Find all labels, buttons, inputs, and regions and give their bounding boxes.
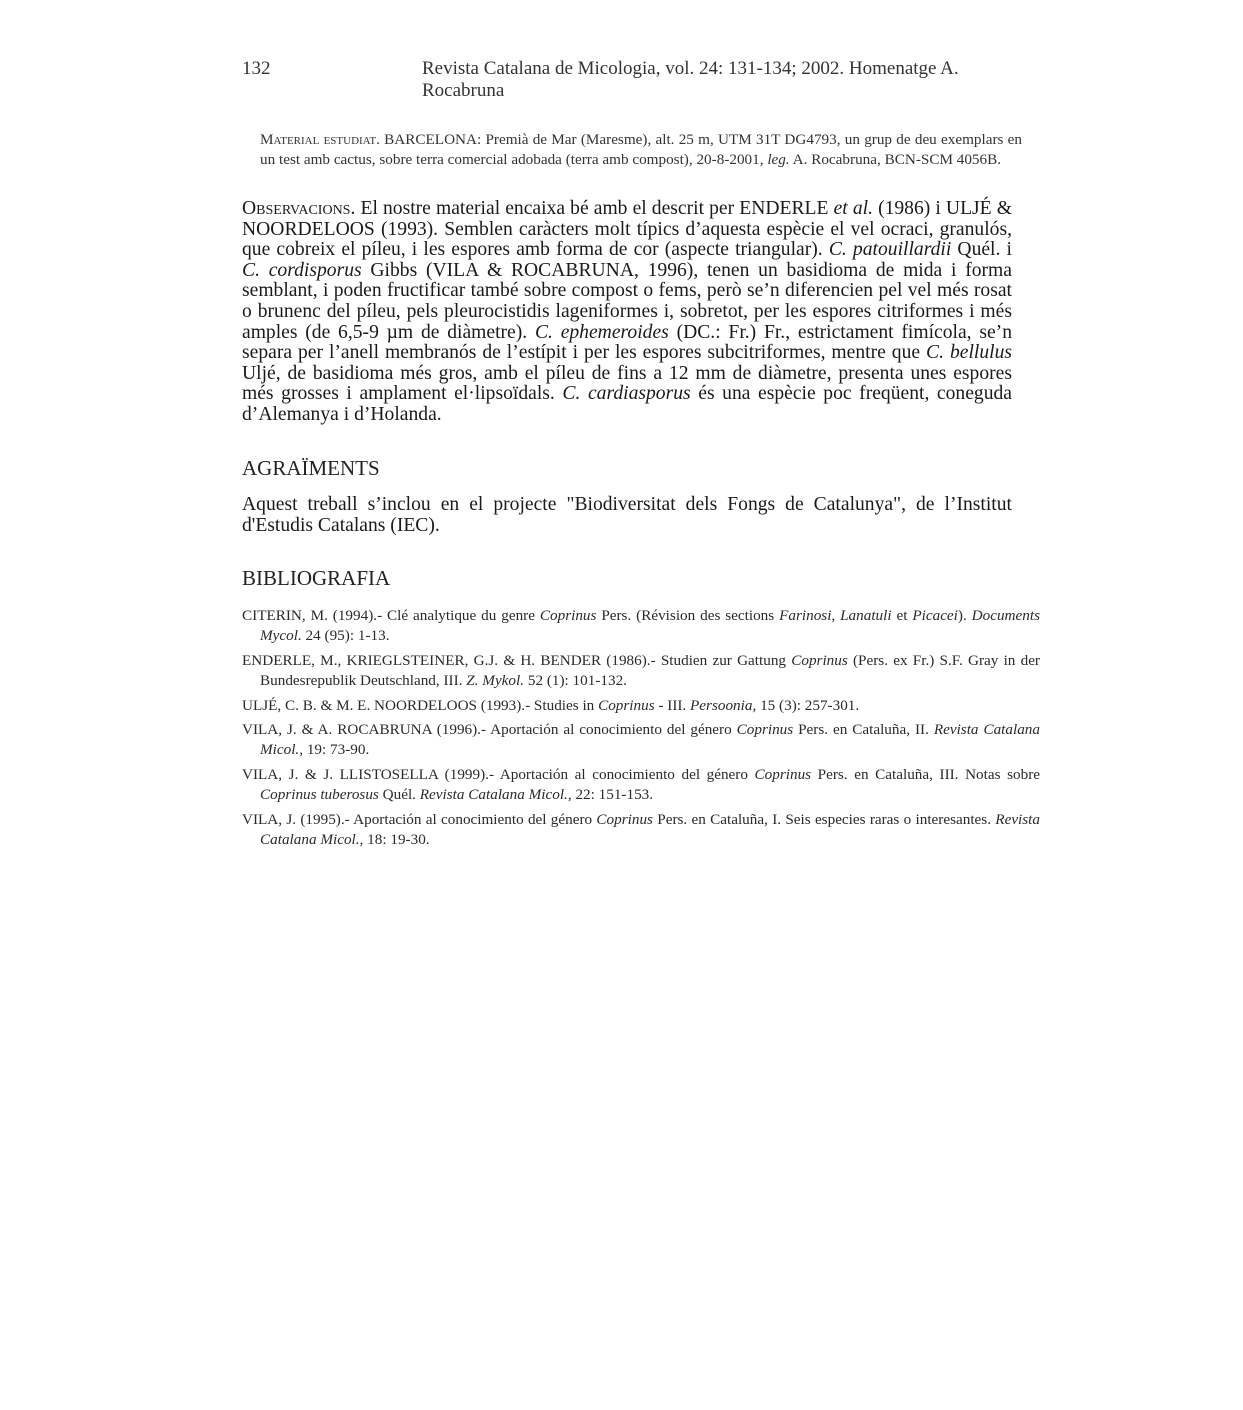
material-leg: leg.	[767, 151, 790, 168]
ref-text: ENDERLE, M., KRIEGLSTEINER, G.J. & H. BENDER (1986).- Studien zur Gattung	[242, 651, 792, 669]
ref-italic: Farinosi, Lanatuli	[779, 607, 892, 624]
species-cordisporus: C. cordisporus	[242, 259, 362, 281]
ref-text: 19: 73-90.	[303, 741, 370, 759]
ref-text: 52 (1): 101-132.	[524, 672, 627, 690]
obs-text-4: Gibbs (VILA & ROCABRUNA, 1996), tenen un basidioma de mida i forma semblant, i poden fructificar també sobre compost o fems, però se’n diferencien pel vel més rosat o brunenc del píleu, pels pleurocistidis lageniformes i, sobretot, per les espores citriformes i més amples (de 6,5-9 µm de diàmetre).	[242, 259, 1012, 343]
bibliography-list	[242, 606, 1040, 854]
ref-text: VILA, J. & J. LLISTOSELLA (1999).- Aportación al conocimiento del género	[242, 765, 755, 783]
ref-journal: Persoonia,	[690, 696, 757, 714]
species-cardiasporus: C. cardiasporus	[562, 383, 691, 405]
ref-italic: Coprinus tuberosus	[260, 786, 379, 804]
ref-italic: Coprinus	[596, 810, 653, 828]
reference-item	[242, 606, 1040, 647]
ref-text: ULJÉ, C. B. & M. E. NOORDELOOS (1993).- Studies in	[242, 696, 599, 714]
ref-text: CITERIN, M. (1994).- Clé analytique du genre	[242, 607, 540, 624]
reference-item	[242, 765, 1040, 806]
ref-journal: Revista Catalana Micol.,	[419, 786, 572, 804]
material-text-end: A. Rocabruna, BCN-SCM 4056B.	[789, 151, 1002, 168]
ref-italic: Coprinus	[736, 721, 794, 739]
running-header	[242, 58, 1012, 101]
ref-text: 24 (95): 1-13.	[301, 627, 390, 645]
ref-text: 15 (3): 257-301.	[756, 696, 860, 714]
ref-italic: Coprinus	[791, 651, 848, 669]
ref-text: 18: 19-30.	[363, 831, 430, 849]
ref-journal: Revista Catalana Micol.,	[260, 810, 1040, 849]
ref-text: Pers. en Cataluña, II.	[793, 721, 934, 739]
obs-text-7: és una espècie poc freqüent, coneguda d’Alemanya i d’Holanda.	[242, 383, 1013, 425]
ref-text: et	[891, 607, 913, 624]
ref-italic: Coprinus	[754, 765, 812, 783]
ref-italic: Coprinus	[598, 696, 655, 714]
material-text: BARCELONA: Premià de Mar (Maresme), alt. 25 m, UTM 31T DG4793, un grup de deu exemplars en un test amb cactus, sobre terra comercial adobada (terra amb compost), 20-8-2001,	[260, 131, 1023, 168]
obs-text-5: (DC.: Fr.) Fr., estrictament fimícola, se’n separa per l’anell membranós de l’estípit i per les espores subcitriformes, mentre que	[242, 321, 1012, 364]
reference-item	[242, 720, 1040, 761]
obs-text-3: Quél. i	[951, 239, 1012, 261]
obs-text-2: (1986) i ULJÉ & NOORDELOOS (1993). Semblen caràcters molt típics d’aquesta espècie el vel ocraci, granulós, que cobreix el píleu, i les espores amb forma de cor (aspecte triangular).	[242, 198, 1012, 261]
ref-text: - III.	[654, 696, 691, 714]
ref-journal: Revista Catalana Micol.,	[260, 721, 1040, 759]
reference-item	[242, 810, 1040, 851]
bibliography-heading: BIBLIOGRAFIA	[242, 566, 391, 590]
material-label: Material estudiat.	[260, 131, 380, 148]
ref-text: Pers. (Révision des sections	[596, 607, 780, 624]
ref-text: Pers. en Cataluña, I. Seis especies raras o interesantes.	[652, 810, 996, 828]
journal-citation: Revista Catalana de Micologia, vol. 24: 131-134; 2002. Homenatge A. Rocabruna	[422, 58, 959, 101]
acknowledgements-heading: AGRAÏMENTS	[242, 456, 380, 480]
observations-label: Observacions.	[242, 198, 356, 219]
ref-journal: Z. Mykol.	[466, 672, 525, 690]
observations-paragraph	[242, 199, 1012, 426]
species-ephemeroides: C. ephemeroides	[534, 321, 669, 343]
ref-text: VILA, J. & A. ROCABRUNA (1996).- Aportación al conocimiento del género	[242, 721, 737, 739]
obs-text-6: Uljé, de basidioma més gros, amb el píleu de fins a 12 mm de diàmetre, presenta unes espores més grosses i amplament el·lipsoïdals.	[242, 362, 1012, 405]
species-patouillardii: C. patouillardii	[828, 239, 952, 261]
ref-text: Pers. en Cataluña, III. Notas sobre	[811, 765, 1040, 783]
ref-text: 22: 151-153.	[571, 786, 654, 804]
reference-item	[242, 696, 1040, 716]
page-number: 132	[242, 58, 271, 79]
ref-text: (Pers. ex Fr.) S.F. Gray in der Bundesrepublik Deutschland, III.	[260, 651, 1040, 690]
obs-text-1: El nostre material encaixa bé amb el descrit per ENDERLE	[355, 198, 834, 219]
reference-item	[242, 651, 1040, 692]
material-studied-paragraph	[260, 130, 1022, 170]
ref-journal: Documents Mycol.	[260, 607, 1040, 645]
ref-italic: Picacei	[912, 607, 958, 624]
obs-etal: et al.	[833, 198, 873, 219]
species-bellulus: C. bellulus	[926, 342, 1012, 364]
ref-text: Quél.	[378, 786, 420, 804]
acknowledgements-text: Aquest treball s’inclou en el projecte "Biodiversitat dels Fongs de Catalunya", de l’Institut d'Estudis Catalans (IEC).	[242, 494, 1012, 536]
ref-text: ).	[957, 607, 972, 624]
ref-text: VILA, J. (1995).- Aportación al conocimiento del género	[242, 810, 597, 828]
ref-italic: Coprinus	[539, 607, 597, 624]
